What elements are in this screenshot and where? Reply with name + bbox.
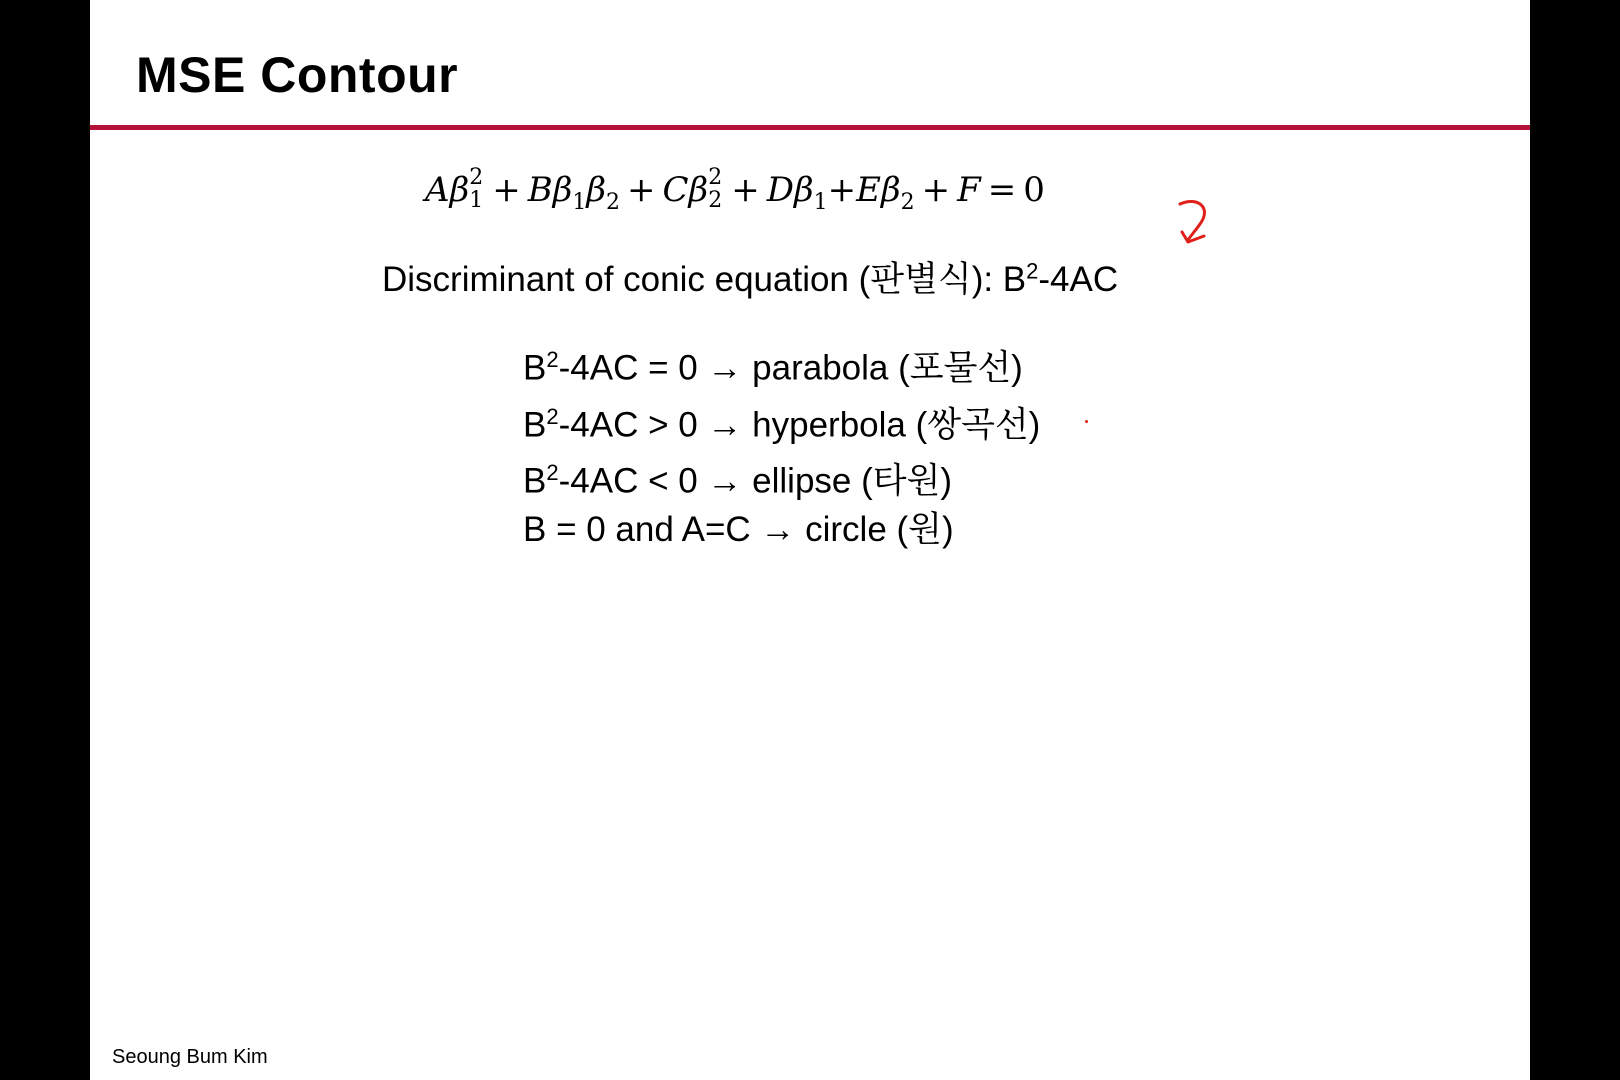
discriminant-tail: -4AC bbox=[1038, 260, 1119, 299]
eq-plus: + bbox=[731, 170, 760, 210]
eq-beta: β bbox=[552, 170, 573, 210]
eq-coef-e: E bbox=[856, 170, 881, 210]
discriminant-exponent: 2 bbox=[1026, 258, 1039, 284]
rule-prefix: B bbox=[523, 405, 547, 445]
rule-text: -4AC < 0 → ellipse (타원) bbox=[558, 461, 953, 501]
rule-prefix: B bbox=[523, 461, 547, 501]
eq-sub: 1 bbox=[469, 188, 484, 213]
eq-coef-a: A bbox=[425, 170, 450, 210]
eq-beta: β bbox=[793, 170, 814, 210]
rule-exponent: 2 bbox=[546, 460, 559, 486]
eq-rhs: 0 bbox=[1023, 170, 1045, 210]
eq-equals: = bbox=[987, 170, 1017, 210]
eq-sub: 1 bbox=[572, 189, 587, 215]
eq-beta: β bbox=[586, 170, 607, 210]
rule-parabola bbox=[523, 336, 1040, 393]
handwritten-arrow-icon bbox=[1170, 196, 1230, 260]
rule-exponent: 2 bbox=[546, 347, 559, 372]
eq-plus: + bbox=[492, 170, 521, 210]
eq-coef-b: B bbox=[527, 170, 553, 210]
eq-plus: + bbox=[921, 170, 951, 210]
slide bbox=[90, 0, 1530, 1080]
eq-beta: β bbox=[688, 170, 709, 210]
eq-plus: + bbox=[827, 170, 857, 210]
discriminant-line bbox=[382, 252, 1118, 302]
slide-title: MSE Contour bbox=[136, 47, 459, 103]
discriminant-label: Discriminant of conic equation (판별식): B bbox=[382, 260, 1027, 299]
eq-beta: β bbox=[880, 170, 901, 210]
eq-coef-d: D bbox=[766, 170, 794, 210]
conic-rules-list bbox=[523, 336, 1040, 554]
eq-sub: 2 bbox=[708, 188, 723, 213]
rule-ellipse bbox=[523, 449, 1040, 506]
eq-sub: 2 bbox=[606, 189, 621, 215]
eq-sup: 2 bbox=[469, 165, 484, 190]
conic-equation bbox=[425, 165, 1045, 215]
eq-beta: β bbox=[449, 170, 470, 210]
rule-hyperbola bbox=[523, 393, 1040, 450]
eq-coef-c: C bbox=[662, 170, 689, 210]
eq-sup: 2 bbox=[708, 165, 723, 190]
eq-sub: 2 bbox=[900, 189, 915, 215]
rule-text: -4AC > 0 → hyperbola (쌍곡선) bbox=[558, 405, 1041, 445]
rule-exponent: 2 bbox=[546, 403, 559, 429]
eq-coef-f: F bbox=[957, 170, 981, 210]
title-divider-bar bbox=[90, 125, 1530, 130]
rule-circle bbox=[523, 506, 1040, 554]
rule-text: B = 0 and A=C → circle (원) bbox=[523, 509, 954, 549]
annotation-dot bbox=[1085, 420, 1088, 423]
eq-sub: 1 bbox=[813, 189, 828, 215]
eq-plus: + bbox=[627, 170, 656, 210]
rule-text: -4AC = 0 → parabola (포물선) bbox=[558, 348, 1023, 388]
title-divider bbox=[90, 125, 1530, 130]
author-footer: Seoung Bum Kim bbox=[112, 1046, 268, 1068]
rule-prefix: B bbox=[523, 348, 547, 388]
